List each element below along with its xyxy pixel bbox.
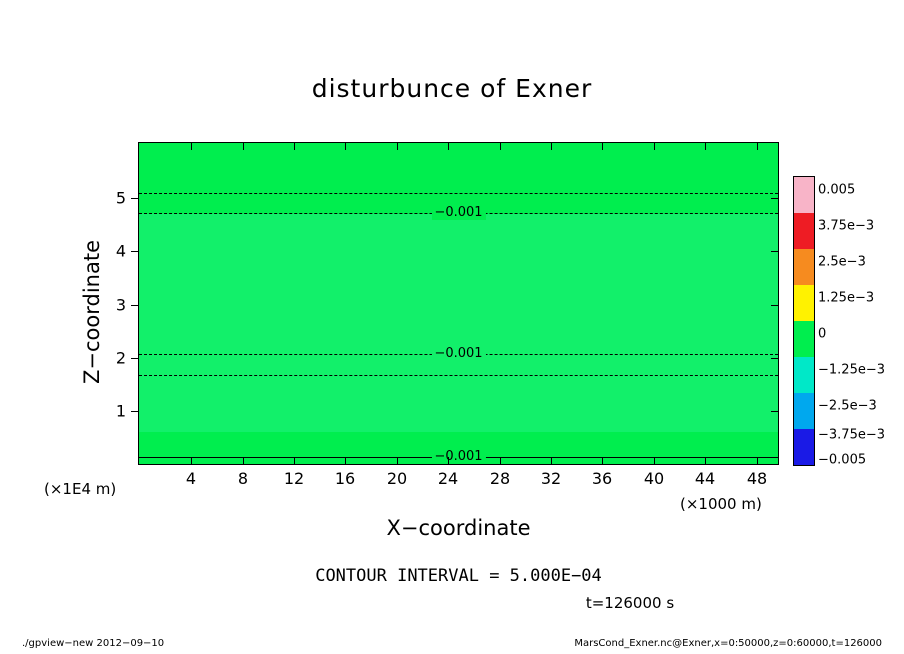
- colorbar-tick-label: −2.5e−3: [818, 398, 877, 414]
- x-tick: [500, 457, 501, 465]
- x-tick: [448, 457, 449, 465]
- x-tick-label: 4: [185, 469, 197, 488]
- contour-label-lower: −0.001: [431, 450, 485, 464]
- time-label: t=126000 s: [585, 594, 675, 612]
- y-tick-right: [771, 305, 779, 306]
- x-tick-top: [500, 143, 501, 150]
- x-tick-label: 20: [386, 469, 408, 488]
- y-tick-label: 4: [115, 241, 126, 261]
- x-tick-top: [397, 143, 398, 150]
- y-tick-right: [771, 358, 779, 359]
- x-tick: [654, 457, 655, 465]
- y-tick-label: 1: [115, 401, 126, 421]
- contour-label-upper: −0.001: [431, 206, 485, 220]
- x-axis-unit: (×1000 m): [680, 495, 762, 513]
- y-axis-unit: (×1E4 m): [44, 480, 117, 498]
- plot-area: [138, 142, 779, 465]
- colorbar-tick-label: 0: [818, 326, 827, 342]
- contour-label-middle: −0.001: [431, 347, 485, 361]
- y-tick: [131, 251, 139, 252]
- x-tick: [243, 457, 244, 465]
- y-axis-title: Z−coordinate: [80, 240, 104, 384]
- x-tick: [397, 457, 398, 465]
- colorbar-tick-label: 3.75e−3: [818, 218, 875, 234]
- x-tick: [551, 457, 552, 465]
- x-tick-label: 12: [283, 469, 305, 488]
- footer-left-text: ./gpview−new 2012−09−10: [22, 638, 165, 649]
- colorbar-tick-label: 2.5e−3: [818, 254, 866, 270]
- x-tick-label: 44: [694, 469, 716, 488]
- contour-line-upper-dashed-2: [139, 193, 778, 194]
- colorbar: [793, 176, 815, 466]
- x-axis-title: X−coordinate: [386, 516, 531, 540]
- colorbar-cell-0: [794, 177, 814, 213]
- colorbar-tick-label: −1.25e−3: [818, 362, 885, 378]
- colorbar-cell-2: [794, 249, 814, 285]
- x-tick: [191, 457, 192, 465]
- colorbar-cell-1: [794, 213, 814, 249]
- x-tick-top: [602, 143, 603, 150]
- colorbar-tick-label: −0.005: [818, 452, 867, 468]
- contour-line-lower-dashed: [139, 375, 778, 376]
- contour-interval-label: CONTOUR INTERVAL = 5.000E−04: [315, 566, 602, 586]
- y-tick: [131, 358, 139, 359]
- x-tick: [757, 457, 758, 465]
- x-tick: [294, 457, 295, 465]
- y-tick: [131, 305, 139, 306]
- y-tick: [131, 411, 139, 412]
- colorbar-cell-5: [794, 357, 814, 393]
- colorbar-tick-label: −3.75e−3: [818, 427, 885, 443]
- x-tick-top: [551, 143, 552, 150]
- x-tick-top: [243, 143, 244, 150]
- x-tick-top: [191, 143, 192, 150]
- contour-line-middle-dashed: [139, 346, 778, 361]
- x-tick-label: 16: [334, 469, 356, 488]
- chart-title: disturbunce of Exner: [311, 74, 593, 103]
- x-tick-label: 48: [746, 469, 768, 488]
- y-tick-right: [771, 251, 779, 252]
- y-tick-label: 3: [115, 295, 126, 315]
- y-tick-label: 2: [115, 348, 126, 368]
- y-tick-right: [771, 411, 779, 412]
- x-tick: [345, 457, 346, 465]
- x-tick-top: [654, 143, 655, 150]
- x-tick-top: [757, 143, 758, 150]
- contour-line-bottom-solid: [139, 449, 778, 464]
- x-tick-label: 8: [237, 469, 249, 488]
- x-tick-label: 32: [540, 469, 562, 488]
- colorbar-cell-3: [794, 285, 814, 321]
- x-tick-label: 24: [437, 469, 459, 488]
- colorbar-tick-label: 1.25e−3: [818, 290, 875, 306]
- x-tick: [602, 457, 603, 465]
- contour-line-upper-dashed-1: [139, 205, 778, 220]
- footer-right-text: MarsCond_Exner.nc@Exner,x=0:50000,z=0:60000,t=126000: [574, 638, 882, 649]
- x-tick-label: 40: [643, 469, 665, 488]
- colorbar-tick-label: 0.005: [818, 182, 856, 198]
- y-tick-right: [771, 198, 779, 199]
- x-tick-top: [705, 143, 706, 150]
- colorbar-cell-7: [794, 429, 814, 465]
- colorbar-cell-6: [794, 393, 814, 429]
- x-tick-top: [294, 143, 295, 150]
- x-tick-top: [345, 143, 346, 150]
- x-tick-label: 36: [591, 469, 613, 488]
- y-tick-label: 5: [115, 188, 126, 208]
- colorbar-cell-4: [794, 321, 814, 357]
- x-tick-label: 28: [489, 469, 511, 488]
- x-tick: [705, 457, 706, 465]
- x-tick-top: [448, 143, 449, 150]
- y-tick: [131, 198, 139, 199]
- color-band-middle: [139, 214, 778, 432]
